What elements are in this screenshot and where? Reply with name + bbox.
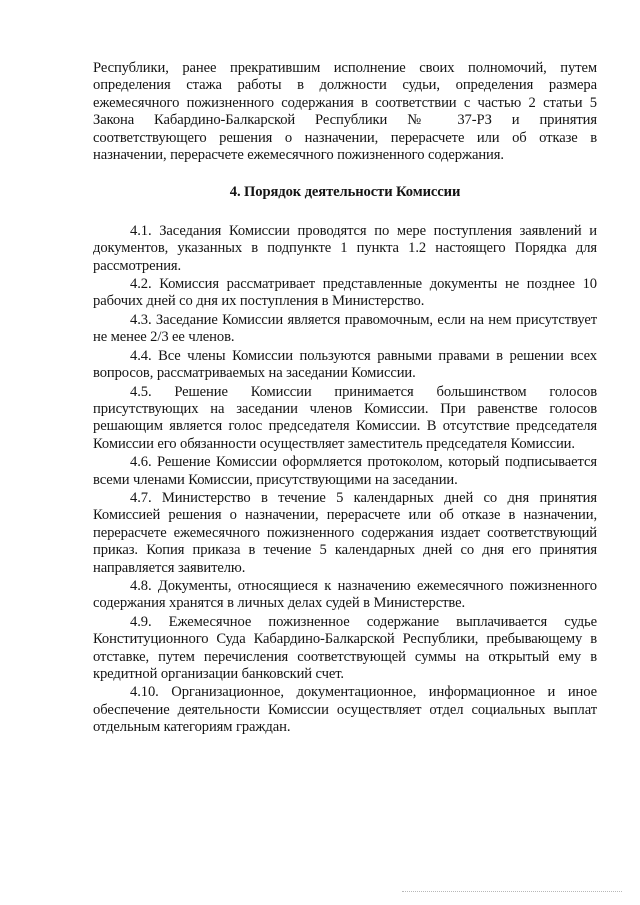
- paragraph-4-9: 4.9. Ежемесячное пожизненное содержание выплачивается судье Конституционного Суда Кабардино-Балкарской Республики, пребывающему в отставке, путем перечисления соответствующей суммы на открытый ему в кредитной организации банковский счет.: [93, 613, 597, 682]
- paragraph-list: [93, 223, 597, 737]
- paragraph-4-7: 4.7. Министерство в течение 5 календарных дней со дня принятия Комиссией решения о назначении, перерасчете или об отказе в назначении, перерасчете ежемесячного пожизненного содержания издает соответствующий приказ. Копия приказа в течение 5 календарных дней со дня его принятия направляется заявителю.: [93, 489, 597, 576]
- paragraph-4-6: 4.6. Решение Комиссии оформляется протоколом, который подписывается всеми членами Комиссии, присутствующими на заседании.: [93, 454, 597, 488]
- intro-paragraph: Республики, ранее прекратившим исполнение своих полномочий, путем определения стажа работы в должности судьи, определения размера ежемесячного пожизненного содержания в соответствии с частью 2 статьи 5 Закона Кабардино-Балкарской Республики № 37-РЗ и принятия соответствующего решения о назначении, перерасчете или об отказе в назначении, перерасчете ежемесячного пожизненного содержания.: [93, 60, 597, 164]
- paragraph-4-2: 4.2. Комиссия рассматривает представленные документы не позднее 10 рабочих дней со дня их поступления в Министерство.: [93, 276, 597, 310]
- section-title: 4. Порядок деятельности Комиссии: [229, 184, 461, 201]
- paragraph-4-1: 4.1. Заседания Комиссии проводятся по мере поступления заявлений и документов, указанных в подпункте 1 пункта 1.2 настоящего Порядка для рассмотрения.: [93, 222, 597, 274]
- paragraph-4-8: 4.8. Документы, относящиеся к назначению ежемесячного пожизненного содержания хранятся в личных делах судей в Министерстве.: [93, 577, 597, 612]
- paragraph-4-3: 4.3. Заседание Комиссии является правомочным, если на нем присутствует не менее 2/3 ее членов.: [93, 311, 597, 346]
- scan-artifact-line: [402, 891, 622, 893]
- document-page: [93, 60, 597, 737]
- paragraph-4-5: 4.5. Решение Комиссии принимается большинством голосов присутствующих на заседании членов Комиссии. При равенстве голосов решающим является голос председателя Комиссии. В отсутствие председателя Комиссии его обязанности осуществляет заместитель председателя Комиссии.: [93, 383, 597, 452]
- paragraph-4-4: 4.4. Все члены Комиссии пользуются равными правами в решении всех вопросов, рассматриваемых на заседании Комиссии.: [93, 347, 597, 382]
- paragraph-4-10: 4.10. Организационное, документационное, информационное и иное обеспечение деятельности Комиссии осуществляет отдел социальных выплат отдельным категориям граждан.: [93, 684, 597, 736]
